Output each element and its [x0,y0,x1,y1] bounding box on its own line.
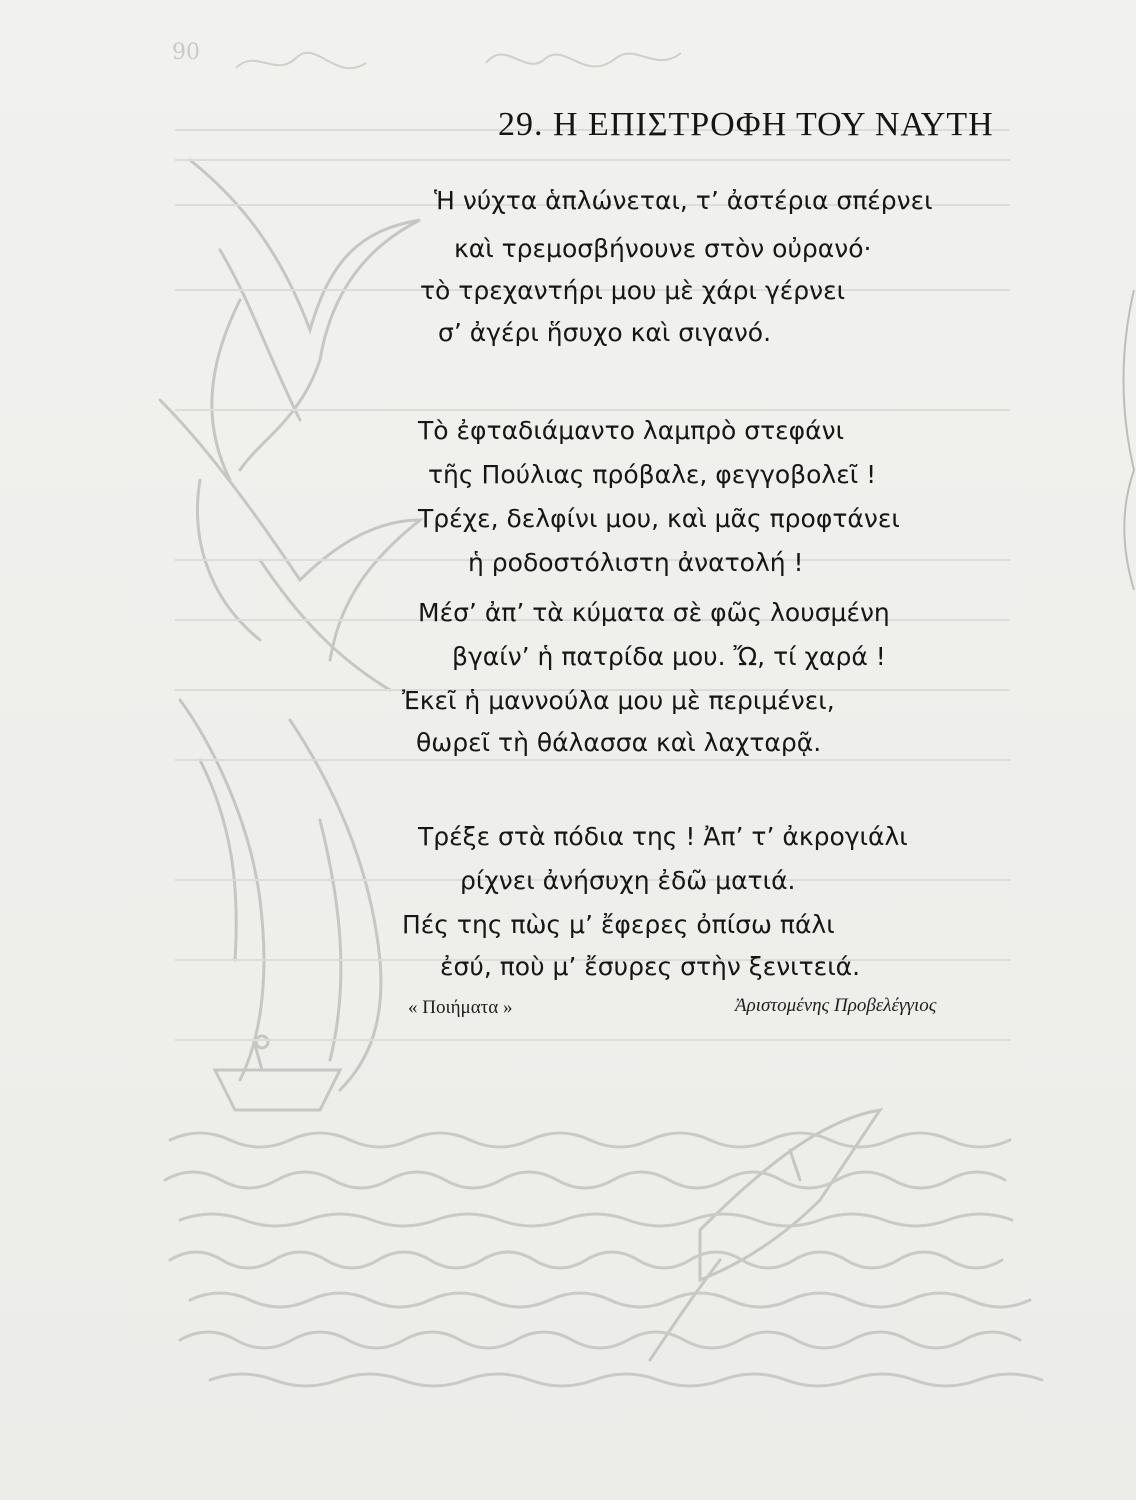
poem-line: Πές της πὼς μ’ ἔφερες ὀπίσω πάλι [402,910,835,939]
author-name: Ἀριστομένης Προβελέγγιος [735,995,937,1016]
poem-line: τῆς Πούλιας πρόβαλε, φεγγοβολεῖ ! [428,460,877,489]
poem-line: καὶ τρεμοσβήνουνε στὸν οὐρανό· [454,234,872,263]
poem-line: ρίχνει ἀνήσυχη ἐδῶ ματιά. [460,866,796,895]
poem-line: Μέσ’ ἀπ’ τὰ κύματα σὲ φῶς λουσμένη [418,598,890,627]
poem-line: τὸ τρεχαντήρι μου μὲ χάρι γέρνει [420,276,846,305]
page-number: 90 [172,40,200,65]
source-title: « Ποιήματα » [408,997,513,1018]
poem-line: Τρέχε, δελφίνι μου, καὶ μᾶς προφτάνει [418,504,900,533]
poem-line: Ἡ νύχτα ἁπλώνεται, τ’ ἀστέρια σπέρνει [434,186,933,215]
poem-title: 29. Η ΕΠΙΣΤΡΟΦΗ ΤΟΥ ΝΑΥΤΗ [498,106,994,143]
poem-line: βγαίν’ ἡ πατρίδα μου. Ὤ, τί χαρά ! [452,642,886,671]
poem-line: ἡ ροδοστόλιστη ἀνατολή ! [468,548,804,577]
poem-line: Τρέξε στὰ πόδια της ! Ἀπ’ τ’ ἀκρογιάλι [418,822,908,851]
poem-line: σ’ ἀγέρι ἥσυχο καὶ σιγανό. [438,318,772,347]
poem-line: θωρεῖ τὴ θάλασσα καὶ λαχταρᾷ. [416,728,822,757]
poem-line: Ἐκεῖ ἡ μαννούλα μου μὲ περιμένει, [402,686,835,715]
poem-line: ἐσύ, ποὺ μ’ ἔσυρες στὴν ξενιτειά. [440,952,861,981]
poem-line: Τὸ ἐφταδιάμαντο λαμπρὸ στεφάνι [418,416,845,445]
